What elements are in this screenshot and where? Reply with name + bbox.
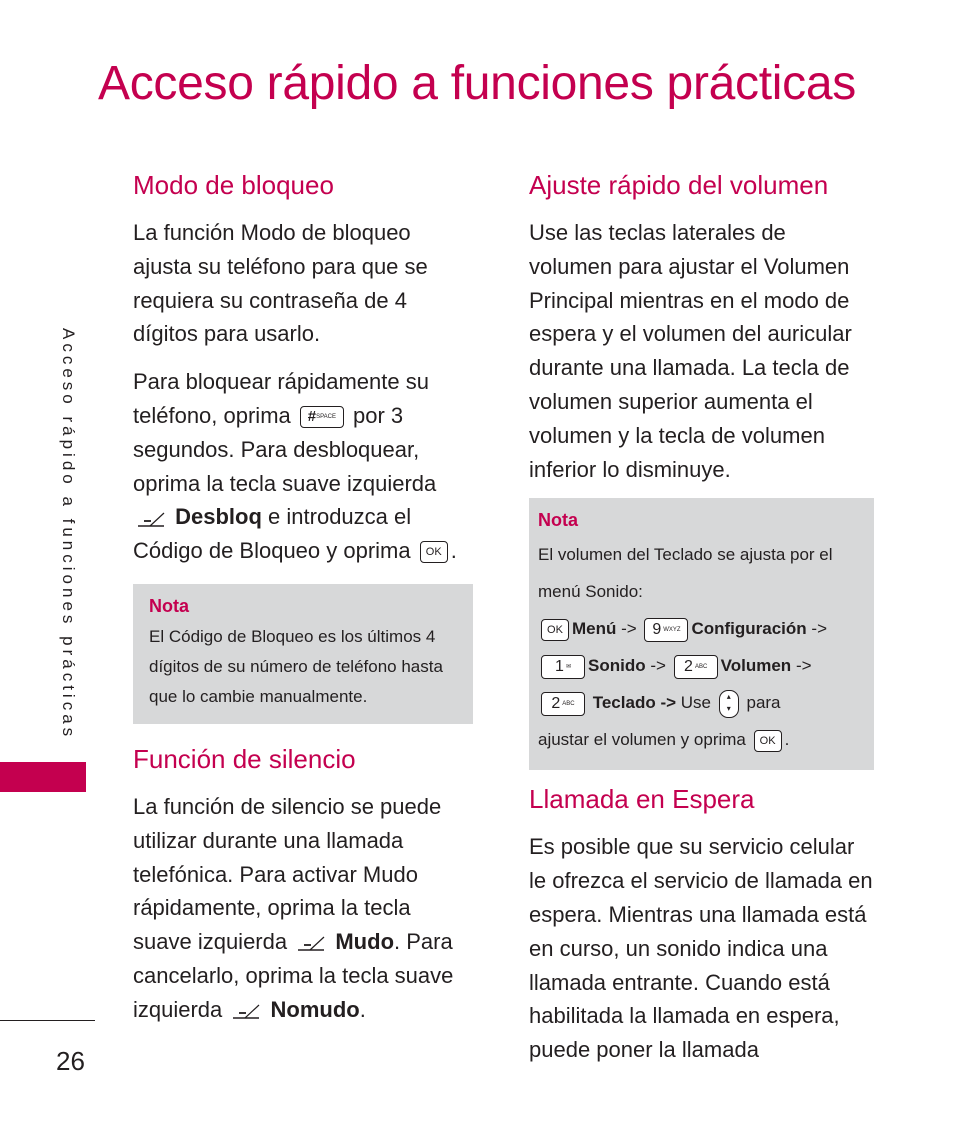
side-tab-marker [0,762,86,792]
left-soft-key-icon [136,509,166,529]
lock-text-1: Para bloquear rápidamente su teléfono, oprima [133,369,429,428]
key-9-icon: 9 $^{WXYZ}$ [644,618,688,642]
key-2-icon: 2 $^{ABC}$ [541,692,585,716]
lock-mode-note [133,584,473,724]
call-waiting-heading: Llamada en Espera [529,784,755,815]
call-waiting-paragraph: Es posible que su servicio celular le ofrezca el servicio de llamada en espera. Mientras una llamada está en curso, un sonido indica una llamada entrante. Cuando está habilitada la llamada en espera, puede poner la llamada [529,834,873,1063]
lock-mode-heading: Modo de bloqueo [133,170,334,200]
mute-text-1: La función de silencio se puede utilizar durante una llamada telefónica. Para activar Mudo rápidamente, oprima la tecla suave izquierda [133,793,442,955]
note-title: Nota [149,595,189,616]
page-title: Acceso rápido a funciones prácticas [98,57,856,110]
ok-key-icon: OK [420,541,448,563]
ok-key-icon: OK [541,619,569,641]
note-text: El volumen del Teclado se ajusta por el menú Sonido: OK Menú -> 9 $^{WXYZ}$ Configuración -> 1 ✉ Sonido -> 2 $^{ABC}$ Volumen -> 2 $^{ABC}$ Teclado -> Use ▴ ▾ para ajustar el volumen y oprima OK . [538,536,864,758]
sound-label: Sonido [588,656,646,676]
mute-heading: Función de silencio [133,743,356,774]
footer-divider [0,1020,95,1021]
lock-text-2: por 3 segundos. Para desbloquear, oprima la tecla suave izquierda [133,402,437,496]
note-line-1: El volumen del Teclado se ajusta por el menú Sonido: [538,545,833,602]
note-text: El Código de Bloqueo es los últimos 4 dígitos de su número de teléfono hasta que lo cambie manualmente. [149,626,443,706]
unmute-softkey-label: Nomudo [270,996,360,1022]
key-2-icon: 2 $^{ABC}$ [674,655,718,679]
lock-mode-paragraph-1: La función Modo de bloqueo ajusta su teléfono para que se requiera su contraseña de 4 dígitos para usarlo. [133,220,428,347]
left-soft-key-icon [296,933,326,953]
volume-note [529,498,874,770]
side-section-label: Acceso rápido a funciones prácticas [59,328,78,741]
right-column [529,168,874,1067]
volume-paragraph: Use las teclas laterales de volumen para ajustar el Volumen Principal mientras en el modo de espera y el volumen del auricular durante una llamada. La tecla de volumen superior aumenta el volumen y la tecla de volumen inferior lo disminuye. [529,220,852,482]
key-1-icon: 1 ✉ [541,655,585,679]
hash-key-icon: #$^{SPACE}$ [300,406,344,428]
adjust-text: ajustar el volumen y oprima [538,730,746,750]
mute-text-2: . Para cancelarlo, oprima la tecla suave izquierda [133,929,454,1022]
keypad-label: Teclado [592,693,656,713]
mute-paragraph: La función de silencio se puede utilizar durante una llamada telefónica. Para activar Mudo rápidamente, oprima la tecla suave izquierda Mudo. Para cancelarlo, oprima la tecla suave izquierda Nomudo. [133,793,454,1022]
note-title: Nota [538,510,578,531]
ok-key-icon: OK [754,730,782,752]
left-soft-key-icon [231,1001,261,1021]
volume-label: Volumen [720,656,792,676]
page-number: 26 [56,1046,85,1076]
lock-mode-paragraph-2: Para bloquear rápidamente su teléfono, oprima #$^{SPACE}$ por 3 segundos. Para desbloquear, oprima la tecla suave izquierda Desbloq e introduzca el Código de Bloqueo y oprima OK . [133,369,457,564]
unlock-softkey-label: Desbloq [175,504,262,530]
volume-heading: Ajuste rápido del volumen [529,170,829,200]
mute-softkey-label: Mudo [335,929,395,955]
nav-up-down-icon: ▴ ▾ [719,690,739,718]
lock-text-3: e introduzca el Código de Bloqueo y oprima [133,504,412,564]
left-column [133,168,473,1027]
menu-label: Menú [572,619,617,639]
settings-label: Configuración [691,619,807,639]
